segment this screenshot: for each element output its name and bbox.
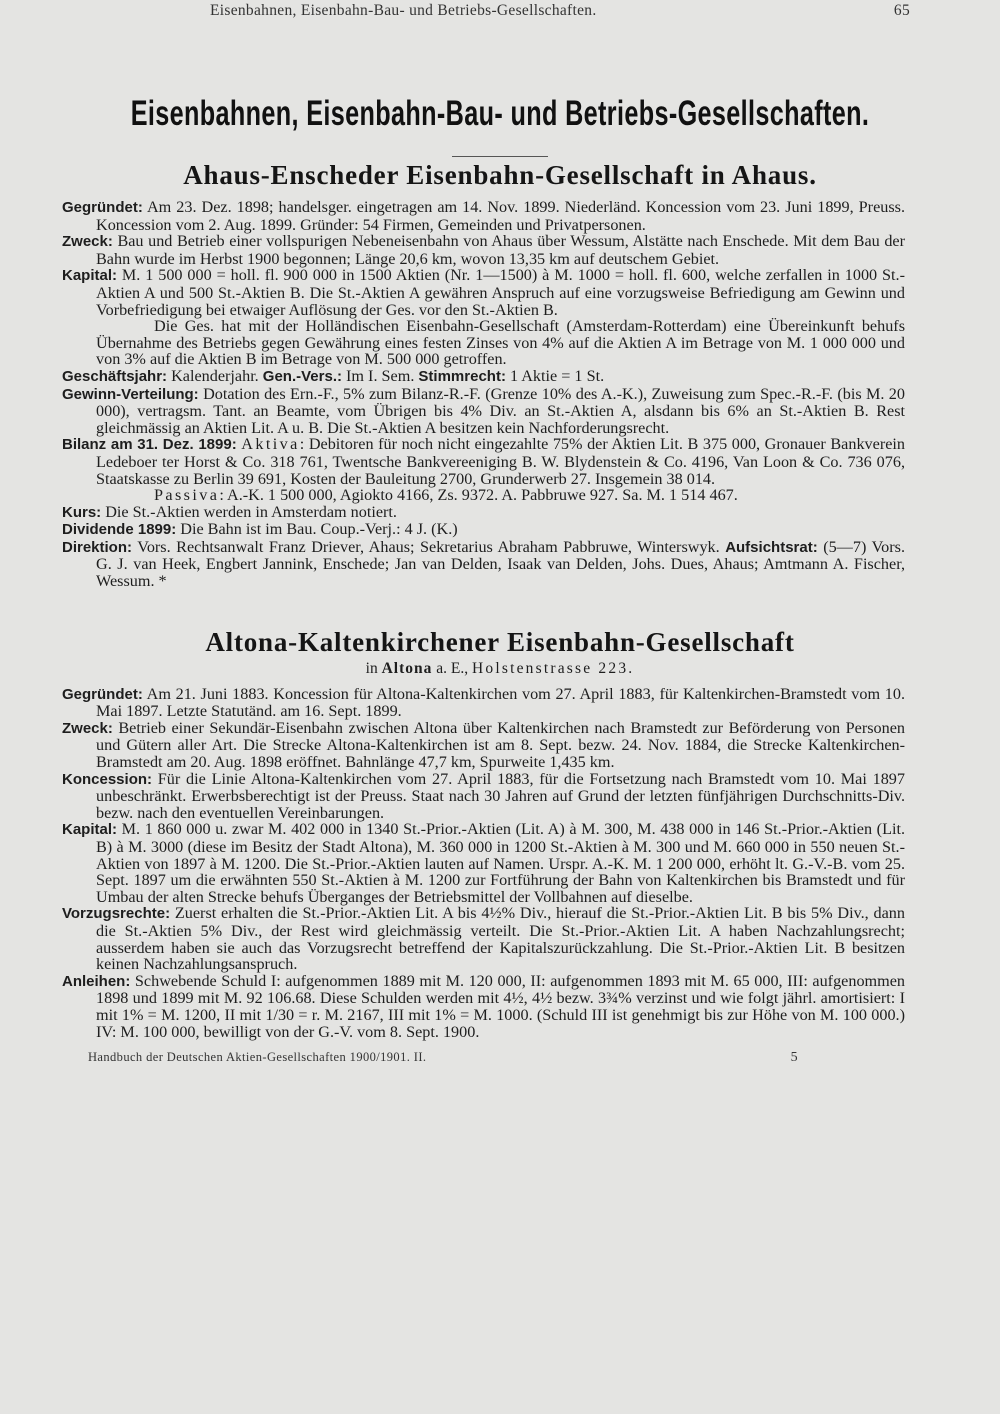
- entry-text: Die Bahn ist im Bau. Coup.-Verj.: 4 J. (K.): [176, 520, 458, 539]
- entry-label: Bilanz am 31. Dez. 1899:: [62, 436, 237, 454]
- section-body-ahaus: [62, 199, 905, 590]
- entry-text: Dotation des Ern.-F., 5% zum Bilanz-R.-F. (Grenze 10% des A.-K.), Zuweisung zum Spec.-R.-F. (bis M. 20 000), vertragsm. Tant. an Beamte, vom Übrigen bis 4% Div. an St.-Aktien A, alsdann bis 6% an St.-Aktien B. Rest gleichmässig an Aktien Lit. A u. B. Die St.-Aktien A besitzen kein Nachforderungsrecht.: [96, 384, 905, 437]
- entry-text: Die St.-Aktien werden in Amsterdam notiert.: [101, 502, 397, 521]
- entry-label: Zweck:: [62, 233, 113, 251]
- entry-label: Kurs:: [62, 503, 102, 521]
- entry-label: Gen.-Vers.:: [262, 367, 342, 385]
- entry: [62, 521, 905, 539]
- entry: [62, 973, 905, 1040]
- entry: [62, 199, 905, 233]
- main-title: Eisenbahnen, Eisenbahn-Bau- und Betriebs-Gesellschaften.: [130, 94, 870, 133]
- footer-text: Handbuch der Deutschen Aktien-Gesellschaften 1900/1901. II.: [88, 1050, 427, 1065]
- entry: [62, 539, 905, 590]
- entry-label: Dividende 1899:: [62, 521, 177, 539]
- entry-label: Kapital:: [62, 267, 118, 285]
- entry-text: (5—7) Vors. G. J. van Heek, Engbert Jannink, Enschede; Jan van Delden, Isaak van Delden, Johs. Dues, Ahaus; Amtmann A. Fischer, Wessum. *: [96, 537, 905, 591]
- entry-text: Die Ges. hat mit der Holländischen Eisenbahn-Gesellschaft (Amsterdam-Rotterdam) eine Übereinkunft behufs Übernahme des Betriebs gegen Gewährung eines festen Zinses von 4% auf die Aktien A im Betrage von M. 1 000 000 und von 3% auf die Aktien B im Betrage von M. 500 000 getroffen.: [96, 317, 905, 369]
- entry-text: : Debitoren für noch nicht eingezahlte 75% der Aktien Lit. B 375 000, Gronauer Bankverein Ledeboer ter Horst & Co. 318 761, Twentsche Bankvereeniging B. W. Blydenstein & Co. 4196, Van Loon & Co. 736 076, Staatskasse zu Berlin 39 691, Kosten der Bauleitung 2700, Grunderwerb 27. Insgemein 38 014.: [96, 435, 905, 488]
- entry-label: Kapital:: [62, 821, 118, 839]
- main-title-wrapper: [0, 92, 1000, 140]
- entry: [62, 267, 905, 318]
- entry: [62, 233, 905, 267]
- entry: [62, 504, 905, 522]
- page-number: 65: [893, 2, 910, 19]
- entry-text: Bau und Betrieb einer vollspurigen Nebeneisenbahn von Ahaus über Wessum, Alstätte nach Enschede. Mit dem Bau der Bahn wurde im Herbst 1900 begonnen; Länge 20,6 km, wovon 13,35 km auf deutschem Gebiet.: [96, 232, 905, 268]
- entry: [62, 821, 905, 905]
- entry: [62, 720, 905, 771]
- entry-label: Aufsichtsrat:: [725, 538, 818, 556]
- paragraph: [62, 487, 905, 504]
- entry-label: Koncession:: [62, 770, 153, 788]
- entry-text: : A.-K. 1 500 000, Agiokto 4166, Zs. 9372. A. Pabbruwe 927. Sa. M. 1 514 467.: [219, 486, 738, 505]
- entry-label: Vorzugsrechte:: [62, 905, 171, 923]
- entry-text: Am 21. Juni 1883. Koncession für Altona-Kaltenkirchen vom 27. April 1883, für Kaltenkirchen-Bramstedt vom 10. Mai 1897. Letzte Statutänd. am 16. Sept. 1899.: [96, 684, 905, 721]
- entry: [62, 368, 905, 386]
- entry: [62, 771, 905, 822]
- section-title-altona: Altona-Kaltenkirchener Eisenbahn-Gesellschaft: [205, 626, 795, 657]
- entry-label: Gegründet:: [62, 199, 143, 216]
- entry-text: Betrieb einer Sekundär-Eisenbahn zwischen Altona über Kaltenkirchen nach Bramstedt zur Beförderung von Personen und Gütern aller Art. Die Strecke Altona-Kaltenkirchen ist am 8. Sept. bezw. 24. Nov. 1884, die Strecke Kaltenkirchen-Bramstedt am 20. Aug. 1898 eröffnet. Bahnlänge 47,7 km, Spurweite 1,435 km.: [96, 718, 905, 772]
- signature-mark: 5: [790, 1050, 798, 1066]
- entry: [62, 686, 905, 720]
- subtitle-city: Altona: [381, 659, 433, 677]
- section-body-altona: [62, 686, 905, 1040]
- entry-label: Gegründet:: [62, 685, 143, 703]
- entry-text: Am 23. Dez. 1898; handelsger. eingetragen am 14. Nov. 1899. Niederländ. Koncession vom 23. Juni 1899, Preuss. Koncession vom 2. Aug. 1899. Gründer: 54 Firmen, Gemeinden und Privatpersonen.: [96, 198, 905, 234]
- paragraph: [62, 318, 905, 368]
- entry-text: Schwebende Schuld I: aufgenommen 1889 mit M. 120 000, II: aufgenommen 1893 mit M. 65 000, III: aufgenommen 1898 und 1899 mit M. 92 106.68. Diese Schulden werden mit 4½, 4½ bezw. 3¾% verzinst und wie folgt jährl. amortisiert: I mit 1% = M. 1200, II mit 1/30 = r. M. 2167, III mit 1% = M. 1000. (Schuld III ist genehmigt bis zur Höhe von M. 100 000.) IV: M. 100 000, bewilligt von der G.-V. vom 8. Sept. 1900.: [96, 971, 905, 1041]
- entry: [62, 386, 905, 437]
- entry-text: Zuerst erhalten die St.-Prior.-Aktien Lit. A bis 4½% Div., hierauf die St.-Prior.-Aktien Lit. B bis 5% Div., dann die St.-Aktien 5% Div., der Rest wird gleichmässig verteilt. Die St.-Prior.-Aktien Lit. A haben Nachzahlungsrecht; ausserdem haben sie auch das Vorzugsrecht betreffend der Kapitalszurückzahlung. Die St.-Prior.-Aktien Lit. B besitzen keinen Nachzahlungsanspruch.: [96, 904, 905, 974]
- entry-text: 1 Aktie = 1 St.: [505, 366, 605, 385]
- section-title-ahaus: Ahaus-Enscheder Eisenbahn-Gesellschaft in Ahaus.: [183, 160, 817, 190]
- subtitle-prefix: in: [365, 659, 378, 677]
- entry-label: Anleihen:: [62, 972, 131, 990]
- subtitle-suffix: a. E.,: [436, 659, 469, 677]
- entry-text: M. 1 860 000 u. zwar M. 402 000 in 1340 St.-Prior.-Aktien (Lit. A) à M. 300, M. 438 000 in 146 St.-Prior.-Aktien (Lit. B) à M. 3000 (diese im Besitz der Stadt Altona), M. 360 000 in 1200 St.-Aktien à M. 300 und M. 660 000 in 550 neuen St.-Aktien von 1897 à M. 1200. Die St.-Prior.-Aktien lauten auf Namen. Urspr. A.-K. M. 1 200 000, erhöht lt. G.-V.-B. vom 25. Sept. 1897 um die erwähnten 550 St.-Aktien à M. 1200 zur Fortführung der Bahn von Kaltenkirchen bis Bramstedt und für Umbau der alten Strecke behufs Überganges der Betriebsmittel der Vollbahnen auf dieselbe.: [96, 820, 905, 906]
- entry-text: M. 1 500 000 = holl. fl. 900 000 in 1500 Aktien (Nr. 1—1500) à M. 1000 = holl. fl. 600, welche zerfallen in 1000 St.-Aktien A und 500 St.-Aktien B. Die St.-Aktien A gewähren Anspruch auf eine vorzugsweise Befriedigung am Gewinn und Vorbefriedigung bei etwaiger Auflösung der Ges. vor den St.-Aktien B.: [96, 266, 905, 319]
- entry-text: Vors. Rechtsanwalt Franz Driever, Ahaus; Sekretarius Abraham Pabbruwe, Winterswyk.: [132, 537, 726, 556]
- entry-label: Direktion:: [62, 538, 133, 556]
- section-subtitle-altona: [0, 660, 1000, 678]
- entry-label: Zweck:: [62, 719, 113, 737]
- entry: [62, 436, 905, 487]
- subtitle-address: Holstenstrasse 223.: [472, 659, 635, 677]
- entry-text: Kalenderjahr.: [167, 366, 263, 385]
- entry-text: Im I. Sem.: [341, 366, 419, 385]
- running-header: [210, 2, 910, 22]
- entry-text: Für die Linie Altona-Kaltenkirchen vom 27. April 1883, für die Fortsetzung nach Bramstedt vom 10. Mai 1897 unbeschränkt. Erwerbsberechtigt ist der Preuss. Staat nach 30 Jahren auf Grund der letzten fünfjährigen Durchschnitts-Div. bezw. nach den eventuellen Vereinbarungen.: [96, 769, 905, 822]
- spaced-label: Aktiva: [241, 435, 300, 454]
- spaced-label: Passiva: [154, 486, 220, 505]
- entry-label: Geschäftsjahr:: [62, 367, 168, 385]
- entry: [62, 905, 905, 972]
- running-header-text: Eisenbahnen, Eisenbahn-Bau- und Betriebs-Gesellschaften.: [210, 2, 597, 19]
- entry-label: Stimmrecht:: [418, 367, 506, 385]
- footer: [88, 1050, 798, 1068]
- divider: [452, 156, 548, 157]
- entry-label: Gewinn-Verteilung:: [62, 385, 199, 403]
